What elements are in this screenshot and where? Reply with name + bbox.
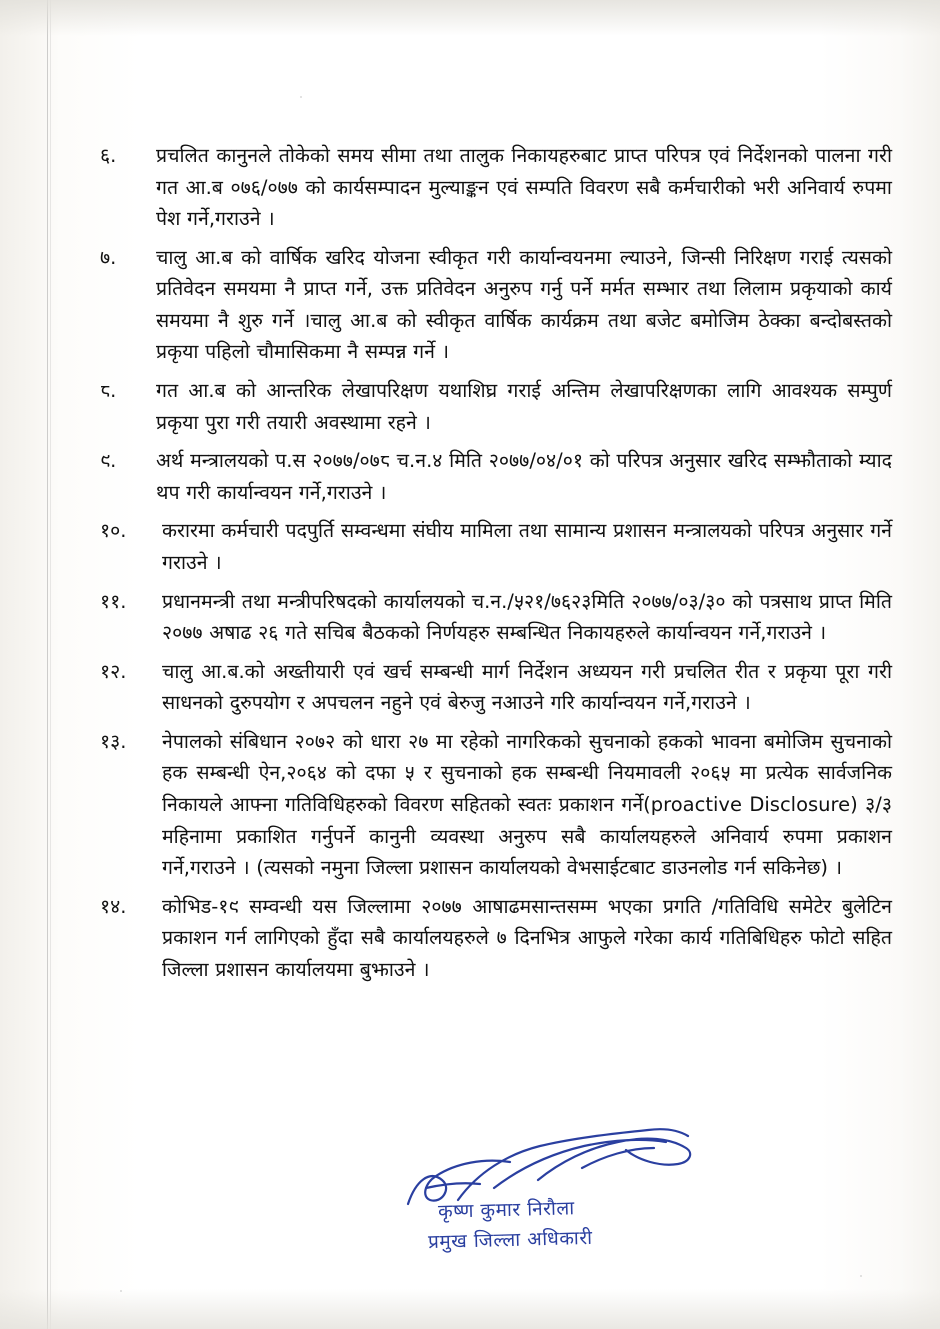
scan-shadow-top: [0, 0, 940, 36]
page-fold-line: [47, 0, 48, 1329]
clause-text: कोभिड-१९ सम्वन्धी यस जिल्लामा २०७७ आषाढमसान्तसम्म भएका प्रगति /गतिविधि समेटेर बुलेटिन प्रकाशन गर्न लागिएको हुँदा सबै कार्यालयहरुले ७ दिनभित्र आफुले गरेका कार्य गतिबिधिहरु फोटो सहित जिल्ला प्रशासन कार्यालयमा बुझाउने ।: [162, 894, 892, 981]
clause-number: १४.: [100, 894, 127, 918]
list-item: [100, 445, 892, 508]
clause-text: अर्थ मन्त्रालयको प.स २०७७/०७८ च.न.४ मिति २०७७/०४/०१ को परिपत्र अनुसार खरिद सम्झौताको म्याद थप गरी कार्यान्वयन गर्ने,गराउने ।: [156, 449, 892, 504]
clause-text: प्रधानमन्त्री तथा मन्त्रीपरिषदको कार्यालयको च.न./५२१/७६२३मिति २०७७/०३/३० को पत्रसाथ प्राप्त मिति २०७७ अषाढ २६ गते सचिब बैठकको निर्णयहरु सम्बन्धित निकायहरुले कार्यान्वयन गर्ने,गराउने ।: [162, 589, 892, 645]
clause-number: ७.: [100, 245, 117, 269]
clause-text: करारमा कर्मचारी पदपुर्ति सम्वन्धमा संघीय मामिला तथा सामान्य प्रशासन मन्त्रालयको परिपत्र अनुसार गर्ने गराउने ।: [162, 519, 892, 574]
scan-speckle: [120, 1290, 122, 1292]
clause-list: [100, 140, 892, 992]
list-item: [100, 726, 892, 884]
clause-text: चालु आ.ब.को अख्तीयारी एवं खर्च सम्बन्धी मार्ग निर्देशन अध्ययन गरी प्रचलित रीत र प्रकृया पूरा गरी साधनको दुरुपयोग र अपचलन नहुने एवं बेरुजु नआउने गरि कार्यान्वयन गर्ने,गराउने ।: [162, 659, 892, 715]
list-item: [100, 375, 892, 438]
page-fold-line-secondary: [50, 0, 51, 1329]
clause-text: चालु आ.ब को वार्षिक खरिद योजना स्वीकृत गरी कार्यान्वयनमा ल्याउने, जिन्सी निरिक्षण गराई त्यसको प्रतिवेदन समयमा नै प्राप्त गर्ने, उक्त प्रतिवेदन अनुरुप गर्नु पर्ने मर्मत सम्भार तथा लिलाम प्रकृयाको कार्य समयमा नै शुरु गर्ने ।चालु आ.ब को स्वीकृत वार्षिक कार्यक्रम तथा बजेट बमोजिम ठेक्का बन्दोबस्तको प्रकृया पहिलो चौमासिकमा नै सम्पन्न गर्ने ।: [156, 245, 892, 364]
list-item: [100, 656, 892, 719]
list-item: [100, 140, 892, 235]
clause-number: ११.: [100, 589, 127, 613]
clause-text: प्रचलित कानुनले तोकेको समय सीमा तथा तालुक निकायहरुबाट प्राप्त परिपत्र एवं निर्देशनको पालना गरी गत आ.ब ०७६/०७७ को कार्यसम्पादन मुल्याङ्कन एवं सम्पति विवरण सबै कर्मचारीको भरी अनिवार्य रुपमा पेश गर्ने,गराउने ।: [156, 144, 892, 231]
clause-number: ९.: [100, 449, 117, 473]
list-item: [100, 242, 892, 368]
scan-shadow-bottom: [0, 1289, 940, 1329]
clause-number: १३.: [100, 729, 127, 753]
list-item: [100, 891, 892, 986]
clause-number: ६.: [100, 144, 117, 167]
clause-number: ८.: [100, 379, 117, 403]
clause-number: १०.: [100, 519, 127, 543]
signature-name: कृष्ण कुमार निरौला: [437, 1197, 575, 1223]
signature-block: [398, 1118, 728, 1278]
list-item: [100, 586, 892, 649]
scan-speckle: [300, 96, 302, 98]
list-item: [100, 515, 892, 578]
signature-designation: प्रमुख जिल्ला अधिकारी: [427, 1226, 593, 1254]
scan-speckle: [860, 1275, 862, 1277]
clause-text: गत आ.ब को आन्तरिक लेखापरिक्षण यथाशिघ्र गराई अन्तिम लेखापरिक्षणका लागि आवश्यक सम्पुर्ण प्रकृया पुरा गरी तयारी अवस्थामा रहने ।: [156, 379, 892, 434]
clause-text: नेपालको संबिधान २०७२ को धारा २७ मा रहेको नागरिकको सुचनाको हकको भावना बमोजिम सुचनाको हक सम्बन्धी ऐन,२०६४ को दफा ५ र सुचनाको हक सम्बन्धी नियमावली २०६५ मा प्रत्येक सार्वजनिक निकायले आफ्ना गतिविधिहरुको विवरण सहितको स्वतः प्रकाशन गर्ने(proactive Disclosure) ३/३ महिनामा प्रकाशित गर्नुपर्ने कानुनी व्यवस्था अनुरुप सबै कार्यालयहरुले अनिवार्य रुपमा प्रकाशन गर्ने,गराउने । (त्यसको नमुना जिल्ला प्रशासन कार्यालयको वेभसाईटबाट डाउनलोड गर्न सकिनेछ) ।: [162, 729, 892, 880]
clause-number: १२.: [100, 659, 127, 683]
